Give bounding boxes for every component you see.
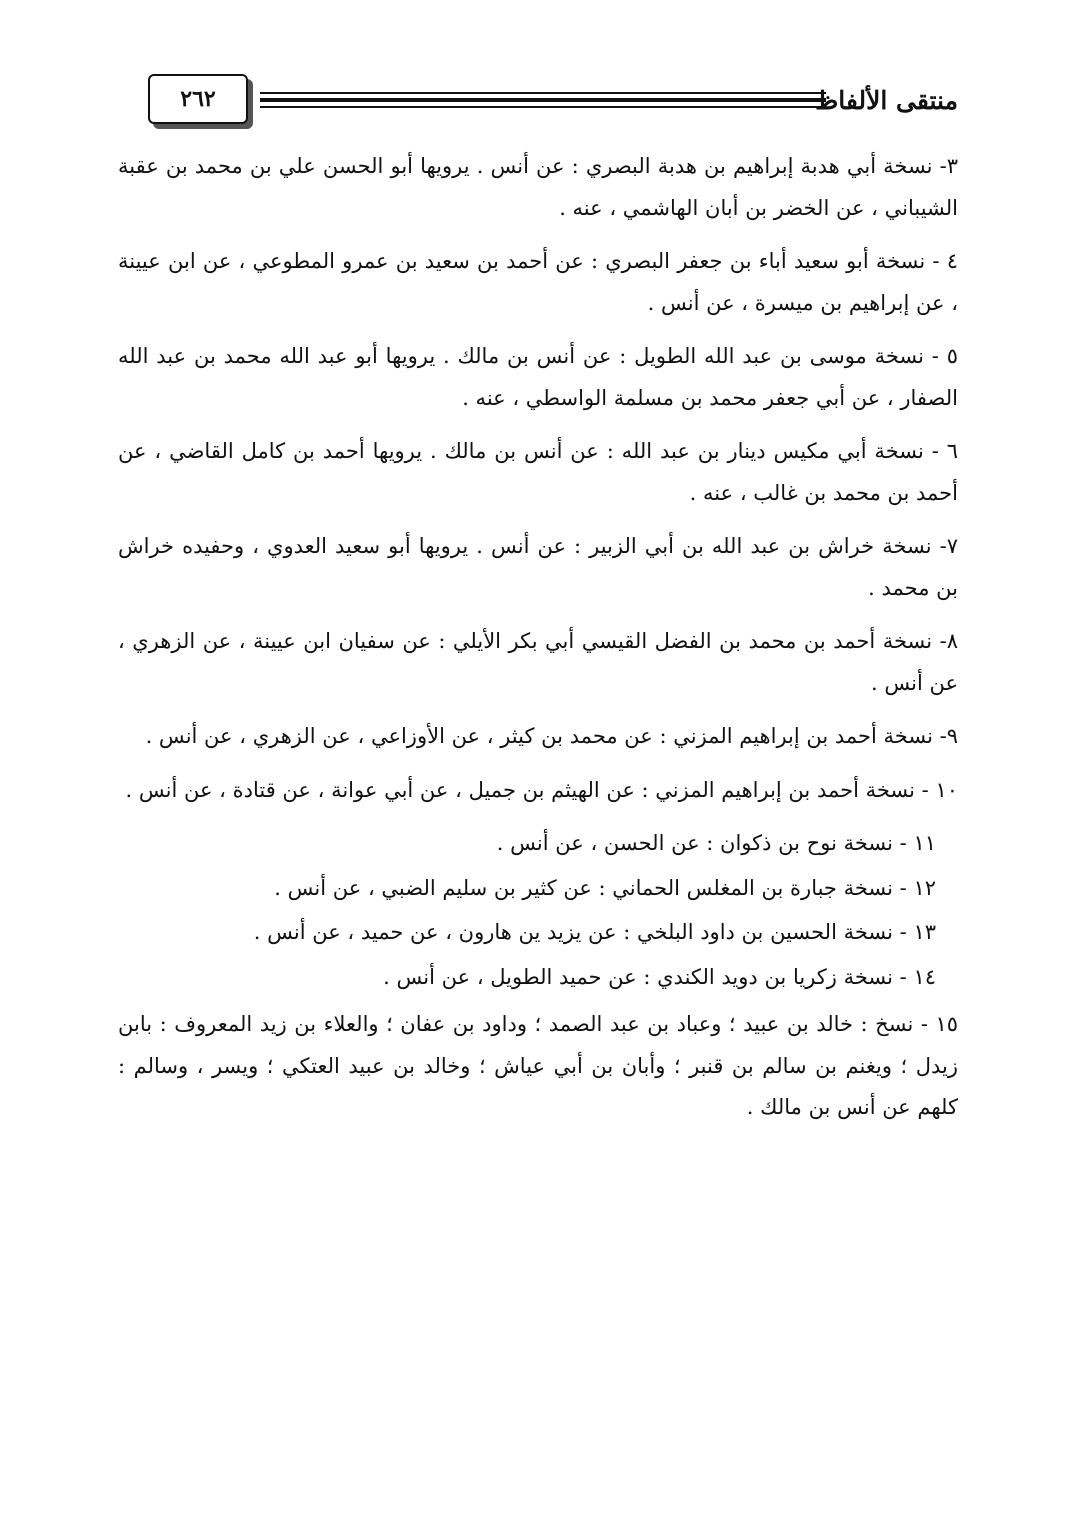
page-header	[118, 68, 958, 132]
entry-14: ١٤ - نسخة زكريا بن دويد الكندي : عن حميد الطويل ، عن أنس .	[383, 964, 936, 989]
entry-9: ٩- نسخة أحمد بن إبراهيم المزني : عن محمد بن كيثر ، عن الأوزاعي ، عن الزهري ، عن أنس .	[145, 724, 958, 748]
header-rule-line-bottom	[260, 106, 826, 108]
entry-6: ٦ - نسخة أبي مكيس دينار بن عبد الله : عن أنس بن مالك . يرويها أحمد بن كامل القاضي ، عن أحمد بن محمد بن غالب ، عنه .	[118, 439, 958, 505]
entry-10: ١٠ - نسخة أحمد بن إبراهيم المزني : عن الهيثم بن جميل ، عن أبي عوانة ، عن قتادة ، عن أنس .	[125, 777, 958, 802]
header-rule-line-top	[260, 92, 826, 94]
entry-12: ١٢ - نسخة جبارة بن المغلس الحماني : عن كثير بن سليم الضبي ، عن أنس .	[274, 875, 936, 900]
entry-11: ١١ - نسخة نوح بن ذكوان : عن الحسن ، عن أنس .	[496, 831, 936, 855]
entry-4: ٤ - نسخة أبو سعيد أباء بن جعفر البصري : عن أحمد بن سعيد بن عمرو المطوعي ، عن ابن عيينة ، عن إبراهيم بن ميسرة ، عن أنس .	[118, 249, 958, 315]
page-body	[118, 146, 958, 1141]
header-rule-line-middle	[260, 98, 826, 102]
entry-5: ٥ - نسخة موسى بن عبد الله الطويل : عن أنس بن مالك . يرويها أبو عبد الله محمد بن عبد الله الصفار ، عن أبي جعفر محمد بن مسلمة الواسطي ، عنه .	[118, 344, 958, 410]
entry-15: ١٥ - نسخ : خالد بن عبيد ؛ وعباد بن عبد الصمد ؛ وداود بن عفان ؛ والعلاء بن زيد المعروف : بابن زيدل ؛ ويغنم بن سالم بن قنبر ؛ وأبان بن أبي عياش ؛ وخالد بن عبيد العتكي ؛ ويسر ، وسالم : كلهم عن أنس بن مالك .	[118, 1012, 959, 1119]
entry-3: ٣- نسخة أبي هدبة إبراهيم بن هدبة البصري : عن أنس . يرويها أبو الحسن علي بن محمد بن عقبة الشيباني ، عن الخضر بن أبان الهاشمي ، عنه .	[118, 154, 959, 220]
entry-8: ٨- نسخة أحمد بن محمد بن الفضل القيسي أبي بكر الأيلي : عن سفيان ابن عيينة ، عن الزهري ، عن أنس .	[118, 629, 958, 695]
entry-7: ٧- نسخة خراش بن عبد الله بن أبي الزبير : عن أنس . يرويها أبو سعيد العدوي ، وحفيده خراش بن محمد .	[118, 534, 958, 600]
entry-13: ١٣ - نسخة الحسين بن داود البلخي : عن يزيد ين هارون ، عن حميد ، عن أنس .	[253, 920, 936, 944]
book-title: منتقى الألفاظ	[815, 86, 958, 115]
page-number: ٢٦٢	[180, 86, 216, 112]
